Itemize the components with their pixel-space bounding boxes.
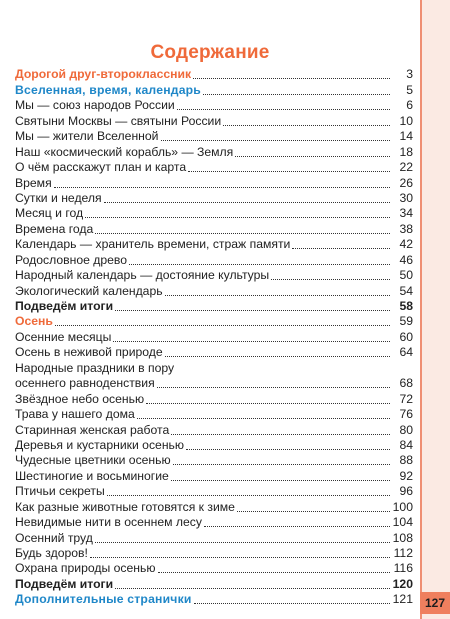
dot-leader: [271, 278, 390, 280]
toc-entry-page: 100: [392, 499, 413, 514]
toc-entry: [15, 98, 413, 113]
dot-leader: [292, 247, 390, 249]
toc-entry-title: Месяц и год: [15, 206, 84, 221]
toc-entry: [15, 67, 413, 82]
page-margin-band: [420, 0, 450, 619]
toc-entry: [15, 407, 413, 422]
toc-entry: [15, 345, 413, 360]
toc-entry-page: 5: [406, 82, 413, 97]
dot-leader: [171, 433, 390, 435]
toc-entry: [15, 113, 413, 128]
toc-entry-page: 14: [399, 129, 413, 144]
toc-entry: [15, 160, 413, 175]
toc-entry-page: 10: [399, 113, 413, 128]
toc-entry: [15, 268, 413, 283]
dot-leader: [95, 541, 390, 543]
toc-entry-page: 68: [399, 376, 413, 391]
toc-entry: [15, 422, 413, 437]
dot-leader: [194, 602, 390, 604]
toc-entry-title: Шестиногие и восьминогие: [15, 468, 169, 483]
toc-entry-page: 58: [399, 299, 413, 313]
toc-entry-page: 6: [406, 98, 413, 113]
dot-leader: [115, 309, 390, 311]
dot-leader: [55, 324, 390, 326]
toc-entry-page: 108: [392, 530, 413, 545]
toc-entry-title: Осенний труд: [15, 530, 93, 545]
toc-entry-page: 88: [399, 453, 413, 468]
toc-entry-page: 22: [399, 160, 413, 175]
dot-leader: [171, 479, 390, 481]
dot-leader: [165, 294, 390, 296]
toc-entry-page: 59: [399, 314, 413, 329]
toc-entry-title: Подведём итоги: [15, 576, 114, 591]
page-number-badge: 127: [420, 592, 450, 614]
toc-entry-title: Время: [15, 175, 52, 190]
toc-entry-title: Как разные животные готовятся к зиме: [15, 499, 235, 514]
toc-entry: [15, 221, 413, 236]
toc-entry-title: Трава у нашего дома: [15, 407, 135, 422]
toc-entry: [15, 283, 413, 298]
toc-entry-page: 104: [392, 515, 413, 530]
toc-entry-title: Осень: [15, 314, 53, 329]
toc-entry-page: 64: [399, 345, 413, 360]
toc-entry-page: 84: [399, 437, 413, 452]
toc-entry-title: Святыни Москвы — святыни России: [15, 113, 222, 128]
toc-entry-title: Старинная женская работа: [15, 422, 170, 437]
toc-entry-title: Экологический календарь: [15, 283, 163, 298]
dot-leader: [115, 587, 390, 589]
dot-leader: [107, 494, 390, 496]
toc-entry-title: Времена года: [15, 221, 94, 236]
dot-leader: [90, 556, 390, 558]
toc-entry-page: 54: [399, 283, 413, 298]
dot-leader: [237, 510, 390, 512]
toc-entry: [15, 438, 413, 453]
toc-entry: [15, 360, 413, 375]
toc-entry-page: 46: [399, 252, 413, 267]
toc-entry-title: Невидимые нити в осеннем лесу: [15, 515, 202, 530]
toc-entry-page: 3: [406, 67, 413, 82]
toc-entry-page: 116: [393, 561, 413, 576]
toc-entry-page: 120: [392, 576, 413, 591]
toc-entry-title: Народный календарь — достояние культуры: [15, 268, 270, 283]
toc-entry: [15, 592, 413, 607]
toc-entry: [15, 314, 413, 329]
toc-entry-title: Будь здоров!: [15, 546, 88, 560]
dot-leader: [158, 571, 391, 573]
toc-entry-title: Осенние месяцы: [15, 329, 112, 344]
toc-entry: [15, 191, 413, 206]
toc-entry: [15, 376, 413, 391]
toc-entry-page: 26: [399, 175, 413, 190]
toc-entry-page: 30: [399, 190, 413, 205]
toc-entry-title: Дорогой друг-второклассник: [15, 67, 192, 82]
toc-entry-title: Птичьи секреты: [15, 484, 105, 499]
toc-entry-page: 50: [399, 268, 413, 283]
dot-leader: [176, 372, 390, 373]
toc-entry-page: 42: [399, 237, 413, 252]
toc-entry-page: 18: [399, 144, 413, 159]
dot-leader: [188, 170, 390, 172]
toc-entry-title: Звёздное небо осенью: [15, 391, 145, 406]
toc-entry: [15, 468, 413, 483]
dot-leader: [95, 232, 390, 234]
toc-entry: [15, 299, 413, 314]
toc-entry-title: Календарь — хранитель времени, страж памяти: [15, 237, 291, 252]
toc-entry-title: Осень в неживой природе: [15, 345, 163, 360]
toc-entry: [15, 515, 413, 530]
dot-leader: [54, 186, 390, 188]
toc-entry: [15, 453, 413, 468]
toc-entry: [15, 129, 413, 144]
toc-entry: [15, 391, 413, 406]
dot-leader: [204, 525, 390, 527]
toc-entry-title: Мы — союз народов России: [15, 98, 175, 113]
dot-leader: [177, 108, 390, 110]
toc-entry: [15, 329, 413, 344]
toc-entry-title: Деревья и кустарники осенью: [15, 437, 185, 452]
toc-entry-title: О чём расскажут план и карта: [15, 160, 187, 175]
table-of-contents: [15, 67, 413, 607]
dot-leader: [137, 417, 390, 419]
toc-entry: [15, 206, 413, 221]
dot-leader: [146, 402, 390, 404]
toc-entry-title: Охрана природы осенью: [15, 561, 156, 576]
toc-entry-page: 112: [393, 546, 413, 560]
toc-entry-title: Наш «космический корабль» — Земля: [15, 144, 234, 159]
dot-leader: [235, 155, 390, 157]
toc-entry-page: 76: [399, 407, 413, 422]
toc-entry-page: 34: [399, 206, 413, 221]
dot-leader: [173, 463, 390, 465]
toc-entry-title: осеннего равноденствия: [15, 376, 155, 391]
dot-leader: [193, 77, 390, 79]
dot-leader: [104, 201, 390, 203]
toc-entry: [15, 175, 413, 190]
toc-entry-title: Дополнительные странички: [15, 592, 192, 607]
toc-entry-title: Чудесные цветники осенью: [15, 453, 171, 468]
toc-entry: [15, 237, 413, 252]
dot-leader: [157, 386, 390, 388]
dot-leader: [165, 355, 390, 357]
dot-leader: [113, 340, 390, 342]
toc-entry-title: Вселенная, время, календарь: [15, 82, 202, 97]
toc-entry-page: 72: [399, 391, 413, 406]
toc-entry: [15, 82, 413, 97]
toc-entry-title: Подведём итоги: [15, 299, 114, 313]
toc-entry: [15, 561, 413, 576]
toc-entry-page: 92: [399, 468, 413, 483]
toc-entry: [15, 530, 413, 545]
dot-leader: [186, 448, 390, 450]
toc-entry-title: Сутки и неделя: [15, 190, 102, 205]
toc-entry: [15, 576, 413, 591]
toc-entry-title: Родословное древо: [15, 252, 128, 267]
dot-leader: [85, 216, 390, 218]
toc-entry: [15, 546, 413, 561]
toc-entry-page: 38: [399, 221, 413, 236]
toc-entry: [15, 144, 413, 159]
toc-entry: [15, 499, 413, 514]
toc-entry-page: 80: [399, 422, 413, 437]
toc-entry-page: 121: [392, 592, 413, 607]
toc-entry-title: Народные праздники в пору: [15, 360, 175, 375]
dot-leader: [129, 263, 390, 265]
toc-entry-page: 96: [399, 484, 413, 499]
dot-leader: [223, 124, 390, 126]
dot-leader: [203, 93, 390, 95]
dot-leader: [161, 139, 391, 141]
toc-entry: [15, 252, 413, 267]
toc-entry: [15, 484, 413, 499]
page-title: Содержание: [150, 42, 270, 63]
toc-entry-page: 60: [399, 329, 413, 344]
toc-entry-title: Мы — жители Вселенной: [15, 129, 159, 144]
